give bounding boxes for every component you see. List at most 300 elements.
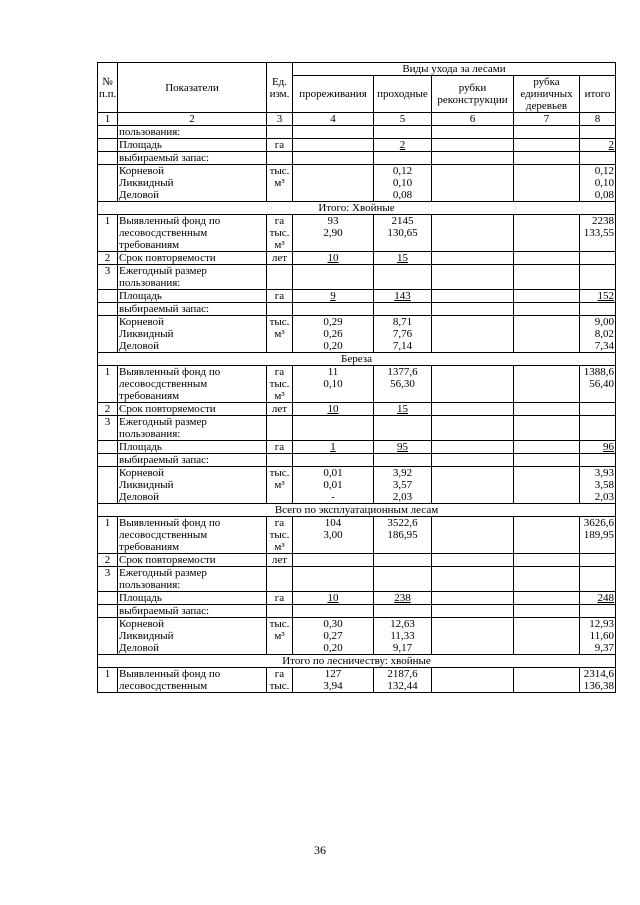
cell-line: 186,95 [387, 529, 418, 541]
single-tree-cell [514, 554, 580, 567]
cell-line: м³ [274, 630, 285, 642]
cell-line [433, 441, 512, 453]
indicator-cell [118, 290, 267, 303]
cell-line [268, 416, 291, 428]
table-row [98, 567, 616, 592]
passage-cell [374, 316, 432, 353]
cell-line: 152 [597, 290, 614, 302]
cell-line: Площадь [119, 441, 162, 453]
header-line: единичных [520, 88, 573, 100]
section-title: Итого: Хвойные [98, 202, 616, 215]
cell-line: Срок повторяемости [119, 403, 216, 415]
cell-line [294, 139, 372, 151]
cell-line [433, 642, 512, 654]
cell-line: 9,37 [594, 642, 614, 654]
thinning-cell [293, 126, 374, 139]
cell-line [433, 668, 512, 680]
cell-line [515, 378, 578, 390]
cell-line: выбираемый запас: [119, 605, 210, 617]
cell-line [433, 139, 512, 151]
cell-line: 0,30 [323, 618, 343, 630]
header-col-reconstruction [432, 76, 514, 113]
total-cell [580, 366, 616, 403]
total-cell [580, 290, 616, 303]
row-number [98, 441, 118, 454]
cell-line [433, 390, 512, 402]
header-col-passage [374, 76, 432, 113]
header-group: Виды ухода за лесами [293, 63, 616, 76]
cell-line [581, 416, 614, 428]
section-title: Итого по лесничеству: хвойные [98, 655, 616, 668]
reconstruction-cell [432, 454, 514, 467]
cell-line [433, 618, 512, 630]
single-tree-cell [514, 618, 580, 655]
row-number: 1 [98, 215, 118, 252]
indicator-cell [118, 668, 267, 693]
cell-line [294, 303, 372, 315]
cell-line [515, 642, 578, 654]
thinning-cell [293, 554, 374, 567]
passage-cell [374, 554, 432, 567]
passage-cell [374, 668, 432, 693]
cell-line [433, 579, 512, 591]
cell-line: м³ [274, 479, 285, 491]
header-col-total [580, 76, 616, 113]
cell-line: 1377,6 [387, 366, 418, 378]
cell-line [515, 428, 578, 440]
passage-cell [374, 126, 432, 139]
cell-line [375, 239, 430, 251]
thinning-cell [293, 165, 374, 202]
passage-cell [374, 454, 432, 467]
reconstruction-cell [432, 467, 514, 504]
reconstruction-cell [432, 441, 514, 454]
cell-line [515, 177, 578, 189]
total-cell [580, 165, 616, 202]
cell-line [433, 303, 512, 315]
cell-line [294, 165, 372, 177]
cell-line: 3,94 [323, 680, 343, 692]
unit-cell [267, 592, 293, 605]
cell-line [515, 579, 578, 591]
cell-line: 11,33 [390, 630, 415, 642]
cell-line: 56,40 [589, 378, 614, 390]
reconstruction-cell [432, 252, 514, 265]
cell-line [581, 541, 614, 553]
cell-line: Выявленный фонд по [119, 215, 221, 227]
total-cell [580, 316, 616, 353]
cell-line: Ежегодный размер [119, 265, 207, 277]
cell-line [433, 529, 512, 541]
cell-line [375, 579, 430, 591]
cell-line: тыс. [269, 165, 290, 177]
thinning-cell [293, 517, 374, 554]
cell-line: 10 [327, 252, 339, 264]
cell-line [515, 152, 578, 164]
table-row [98, 467, 616, 504]
passage-cell [374, 517, 432, 554]
cell-line: 3,00 [323, 529, 343, 541]
total-cell [580, 592, 616, 605]
cell-line [433, 567, 512, 579]
cell-line [515, 328, 578, 340]
passage-cell [374, 403, 432, 416]
cell-line: Корневой [119, 316, 165, 328]
indicator-cell [118, 139, 267, 152]
cell-line [294, 265, 372, 277]
row-number [98, 454, 118, 467]
header-line: рубки [458, 82, 487, 94]
table-row [98, 252, 616, 265]
unit-cell [267, 152, 293, 165]
cell-line: лесовосдственным [119, 529, 208, 541]
cell-line: 0,26 [323, 328, 343, 340]
cell-line [375, 152, 430, 164]
indicator-cell [118, 316, 267, 353]
cell-line [581, 239, 614, 251]
cell-line: 0,01 [323, 479, 343, 491]
header-line: проходные [377, 88, 428, 100]
cell-line [515, 416, 578, 428]
table-row [98, 416, 616, 441]
cell-line: 2314,6 [583, 668, 614, 680]
header-line: итого [584, 88, 611, 100]
reconstruction-cell [432, 416, 514, 441]
indicator-cell [118, 618, 267, 655]
cell-line [375, 605, 430, 617]
cell-line: 3522,6 [387, 517, 418, 529]
row-number: 2 [98, 403, 118, 416]
single-tree-cell [514, 139, 580, 152]
indicator-cell [118, 265, 267, 290]
cell-line: 2,03 [392, 491, 413, 503]
single-tree-cell [514, 316, 580, 353]
total-cell [580, 215, 616, 252]
table-row [98, 316, 616, 353]
thinning-cell [293, 567, 374, 592]
cell-line [515, 680, 578, 692]
cell-line: 2145 [391, 215, 414, 227]
cell-line [268, 567, 291, 579]
cell-line: 7,14 [392, 340, 413, 352]
cell-line [375, 277, 430, 289]
total-cell [580, 567, 616, 592]
cell-line [375, 390, 430, 402]
cell-line: га [274, 139, 285, 151]
indicator-cell [118, 454, 267, 467]
cell-line: требованиям [119, 541, 180, 553]
cell-line: 1 [330, 441, 336, 453]
cell-line: м³ [274, 390, 285, 402]
cell-line: 3,57 [392, 479, 413, 491]
row-number [98, 126, 118, 139]
cell-line: Корневой [119, 165, 165, 177]
reconstruction-cell [432, 165, 514, 202]
indicator-cell [118, 126, 267, 139]
thinning-cell [293, 152, 374, 165]
passage-cell [374, 605, 432, 618]
cell-line: тыс. [269, 680, 290, 692]
cell-line [515, 554, 578, 566]
cell-line [375, 126, 430, 138]
cell-line [294, 239, 372, 251]
cell-line [268, 189, 291, 201]
cell-line [581, 454, 614, 466]
thinning-cell [293, 416, 374, 441]
indicator-cell [118, 605, 267, 618]
unit-cell [267, 618, 293, 655]
cell-line [433, 152, 512, 164]
reconstruction-cell [432, 303, 514, 316]
cell-line: 0,20 [323, 340, 343, 352]
cell-line [268, 340, 291, 352]
cell-line: Срок повторяемости [119, 252, 216, 264]
row-number: 1 [98, 366, 118, 403]
cell-line: 136,38 [583, 680, 614, 692]
indicator-cell [118, 366, 267, 403]
passage-cell [374, 592, 432, 605]
cell-line [515, 403, 578, 415]
cell-line [581, 605, 614, 617]
cell-line: 10 [327, 592, 339, 604]
cell-line: 3,93 [594, 467, 614, 479]
cell-line: 12,63 [390, 618, 415, 630]
reconstruction-cell [432, 139, 514, 152]
cell-line [515, 567, 578, 579]
table-body [98, 126, 616, 693]
cell-line [268, 428, 291, 440]
cell-line [433, 403, 512, 415]
cell-line [581, 403, 614, 415]
column-number: 1 [98, 113, 118, 126]
cell-line: 3,58 [594, 479, 614, 491]
cell-line: 10 [327, 403, 339, 415]
thinning-cell [293, 618, 374, 655]
header-row-1 [98, 63, 616, 76]
table-row [98, 139, 616, 152]
cell-line [433, 328, 512, 340]
reconstruction-cell [432, 567, 514, 592]
cell-line: 1388,6 [583, 366, 614, 378]
cell-line: 2,90 [323, 227, 343, 239]
cell-line: тыс. [269, 467, 290, 479]
cell-line: 12,93 [589, 618, 614, 630]
passage-cell [374, 366, 432, 403]
single-tree-cell [514, 165, 580, 202]
cell-line [375, 303, 430, 315]
table-row [98, 126, 616, 139]
thinning-cell [293, 605, 374, 618]
cell-line: 2 [399, 139, 406, 151]
header-col-single-tree [514, 76, 580, 113]
single-tree-cell [514, 454, 580, 467]
cell-line: пользования: [119, 428, 181, 440]
cell-line [268, 303, 291, 315]
cell-line [581, 567, 614, 579]
thinning-cell [293, 316, 374, 353]
cell-line: 0,10 [594, 177, 614, 189]
single-tree-cell [514, 668, 580, 693]
unit-cell [267, 403, 293, 416]
header-unit-line: изм. [269, 87, 290, 100]
indicator-cell [118, 165, 267, 202]
indicator-cell [118, 252, 267, 265]
row-number [98, 618, 118, 655]
row-number: 1 [98, 668, 118, 693]
indicator-cell [118, 517, 267, 554]
indicator-cell [118, 467, 267, 504]
table-row [98, 152, 616, 165]
cell-line: пользования: [119, 579, 181, 591]
indicator-cell [118, 403, 267, 416]
passage-cell [374, 618, 432, 655]
passage-cell [374, 139, 432, 152]
cell-line [433, 680, 512, 692]
cell-line [433, 265, 512, 277]
indicator-cell [118, 303, 267, 316]
cell-line [375, 567, 430, 579]
section-row [98, 353, 616, 366]
total-cell [580, 618, 616, 655]
cell-line: Ликвидный [119, 177, 174, 189]
cell-line: 0,10 [392, 177, 413, 189]
cell-line [294, 416, 372, 428]
cell-line [268, 605, 291, 617]
cell-line: 0,12 [392, 165, 413, 177]
table-row [98, 618, 616, 655]
cell-line: Корневой [119, 467, 165, 479]
cell-line: пользования: [119, 126, 181, 138]
cell-line [515, 265, 578, 277]
cell-line: 189,95 [583, 529, 614, 541]
unit-cell [267, 554, 293, 567]
cell-line [515, 366, 578, 378]
single-tree-cell [514, 592, 580, 605]
cell-line: тыс. [269, 316, 290, 328]
total-cell [580, 467, 616, 504]
cell-line: га [274, 592, 285, 604]
cell-line [433, 290, 512, 302]
total-cell [580, 303, 616, 316]
cell-line: 96 [603, 441, 614, 453]
cell-line [433, 416, 512, 428]
unit-cell [267, 517, 293, 554]
cell-line [515, 592, 578, 604]
passage-cell [374, 416, 432, 441]
cell-line [515, 529, 578, 541]
cell-line: 3626,6 [583, 517, 614, 529]
cell-line: га [274, 668, 285, 680]
table-row [98, 165, 616, 202]
cell-line [515, 630, 578, 642]
cell-line [433, 189, 512, 201]
unit-cell [267, 668, 293, 693]
cell-line: 2 [608, 139, 614, 151]
cell-line [515, 541, 578, 553]
cell-line: га [274, 215, 285, 227]
single-tree-cell [514, 215, 580, 252]
passage-cell [374, 165, 432, 202]
column-number: 2 [118, 113, 267, 126]
thinning-cell [293, 441, 374, 454]
header-line: прореживания [299, 88, 367, 100]
indicator-cell [118, 152, 267, 165]
cell-line: лесовосдственным [119, 680, 208, 692]
header-col-thinning [293, 76, 374, 113]
row-number: 3 [98, 567, 118, 592]
total-cell [580, 126, 616, 139]
cell-line [515, 467, 578, 479]
passage-cell [374, 290, 432, 303]
total-cell [580, 668, 616, 693]
cell-line [433, 605, 512, 617]
cell-line: тыс. [269, 227, 290, 239]
cell-line [515, 605, 578, 617]
cell-line: 2187,6 [387, 668, 418, 680]
unit-cell [267, 139, 293, 152]
total-cell [580, 454, 616, 467]
cell-line: 8,71 [392, 316, 413, 328]
cell-line [515, 454, 578, 466]
cell-line [433, 592, 512, 604]
cell-line: м³ [274, 177, 285, 189]
table-row [98, 441, 616, 454]
cell-line [433, 479, 512, 491]
total-cell [580, 517, 616, 554]
header-unit-line: Ед. [271, 75, 288, 88]
cell-line: 3,92 [392, 467, 413, 479]
cell-line: м³ [274, 541, 285, 553]
thinning-cell [293, 454, 374, 467]
table-row [98, 592, 616, 605]
row-number [98, 592, 118, 605]
cell-line [515, 517, 578, 529]
cell-line [433, 126, 512, 138]
cell-line: м³ [274, 239, 285, 251]
cell-line [294, 605, 372, 617]
cell-line: тыс. [269, 378, 290, 390]
cell-line: выбираемый запас: [119, 152, 210, 164]
table-row [98, 215, 616, 252]
cell-line: Выявленный фонд по [119, 366, 221, 378]
cell-line [515, 126, 578, 138]
cell-line [433, 378, 512, 390]
cell-line [433, 227, 512, 239]
cell-line [268, 126, 291, 138]
unit-cell [267, 605, 293, 618]
cell-line: Деловой [119, 340, 160, 352]
cell-line [433, 428, 512, 440]
passage-cell [374, 441, 432, 454]
cell-line [433, 215, 512, 227]
reconstruction-cell [432, 316, 514, 353]
row-number [98, 467, 118, 504]
cell-line [515, 290, 578, 302]
cell-line [268, 152, 291, 164]
thinning-cell [293, 265, 374, 290]
cell-line [294, 390, 372, 402]
row-number [98, 152, 118, 165]
cell-line: тыс. [269, 529, 290, 541]
cell-line [268, 579, 291, 591]
single-tree-cell [514, 517, 580, 554]
cell-line: Деловой [119, 642, 160, 654]
header-line: деревьев [525, 100, 568, 112]
table-row [98, 454, 616, 467]
section-row [98, 202, 616, 215]
cell-line [375, 265, 430, 277]
cell-line: тыс. [269, 618, 290, 630]
